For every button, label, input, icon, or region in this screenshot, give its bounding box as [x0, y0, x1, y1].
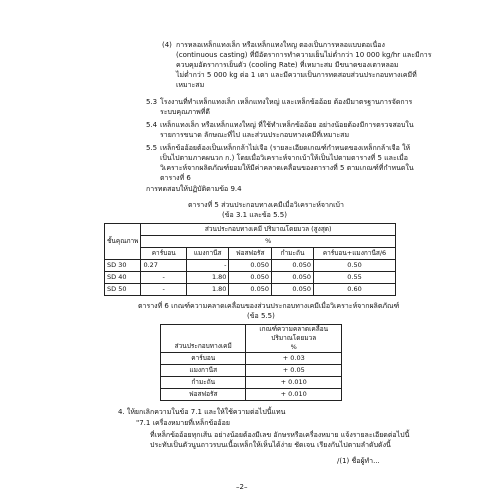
section-4-line: ที่เหล็กข้ออ้อยทุกเส้น อย่างน้อยต้องมีเลข อักษรหรือเครื่องหมาย แจ้งรายละเอียดต่อไปนี้	[150, 431, 410, 439]
tolerance-cell: + 0.010	[246, 389, 342, 401]
table-row	[161, 365, 342, 377]
value-cell: -	[141, 284, 186, 296]
table-row	[105, 272, 396, 284]
value-cell: 0.050	[229, 260, 272, 272]
table-5	[104, 223, 396, 296]
page-number: –2–	[236, 483, 248, 491]
table-row	[161, 389, 342, 401]
value-cell: 0.050	[272, 272, 314, 284]
element-header: ส่วนประกอบทางเคมี	[161, 325, 246, 353]
element-cell: คาร์บอน	[161, 353, 246, 365]
test-reference: การทดสอบให้ปฏิบัติตามข้อ 9.4	[146, 185, 242, 193]
continued-note: /(1) ชื่อผู้ทำ...	[337, 457, 380, 465]
item-4-number: (4)	[162, 41, 172, 49]
value-cell: 0.050	[272, 260, 314, 272]
value-cell: 0.50	[314, 260, 396, 272]
tolerance-header-line: เกณฑ์ความคลาดเคลื่อน	[259, 325, 329, 333]
column-header: แมงกานีส	[186, 248, 229, 260]
table-row	[161, 353, 342, 365]
value-cell: 0.55	[314, 272, 396, 284]
value-cell: 0.27	[141, 260, 186, 272]
value-cell: 0.050	[229, 272, 272, 284]
table-row	[105, 260, 396, 272]
item-5-5-line: ตารางที่ 6	[160, 174, 191, 182]
item-4-line: ไม่ต่ำกว่า 5 000 kg ต่อ 1 เตา และมีความเป็นการทดสอบส่วนประกอบทางเคมีที่	[176, 71, 417, 79]
item-5-3-number: 5.3	[146, 98, 158, 106]
grade-cell: SD 30	[105, 260, 141, 272]
value-cell: -	[141, 272, 186, 284]
item-4-line: การหลอเหล็กแทงเล็ก หรือเหล็กแทงใหญ ตองเป็นการหลอแบบตอเนื่อง	[176, 41, 385, 49]
item-5-3-line: ระบบคุณภาพที่ดี	[160, 108, 210, 116]
element-cell: แมงกานีส	[161, 365, 246, 377]
tolerance-header-line: ปริมาณโดยมวล	[271, 334, 317, 342]
column-header: กำมะถัน	[272, 248, 314, 260]
grade-cell: SD 50	[105, 284, 141, 296]
section-4-text: 4. ให้ยกเลิกความในข้อ 7.1 และให้ใช้ความต่อไปนี้แทน	[118, 408, 286, 416]
element-cell: ฟอสฟอรัส	[161, 389, 246, 401]
grade-header: ชั้นคุณภาพ	[105, 224, 141, 260]
table-6-subcaption: (ข้อ 5.5)	[247, 312, 275, 320]
section-4-line: ประทับเป็นตัวนูนถาวรบนเนื้อเหล็กให้เห็นได้ง่าย ชัดเจน เรียงกันไปตามลำดับดังนี้	[150, 441, 391, 449]
value-cell: 0.050	[229, 284, 272, 296]
item-5-5-line: เหล็กข้ออ้อยต้องเป็นเหล็กกล้าไม่เจือ (รายละเอียดเกณฑ์กำหนดของเหล็กกล้าเจือ ให้	[160, 144, 411, 152]
tolerance-header	[246, 325, 342, 353]
value-cell: -	[186, 260, 229, 272]
chemical-composition-header: ส่วนประกอบทางเคมี ปริมาณโดยมวล (สูงสุด)	[141, 224, 396, 236]
item-4-line: เหมาะสม	[176, 81, 205, 89]
tolerance-cell: + 0.05	[246, 365, 342, 377]
value-cell: 1.80	[186, 272, 229, 284]
value-cell: 0.050	[272, 284, 314, 296]
item-5-5-number: 5.5	[146, 144, 158, 152]
value-cell: 0.60	[314, 284, 396, 296]
table-row	[161, 377, 342, 389]
item-5-5-line: เป็นไปตามภาคผนวก ก.) โดยเมื่อวิเคราะห์จากเบ้าให้เป็นไปตามตารางที่ 5 และเมื่อ	[160, 154, 408, 162]
item-5-5-line: วิเคราะห์จากผลิตภัณฑ์ยอมให้มีค่าคลาดเคลื่อนของตารางที่ 5 ตามเกณฑ์ที่กำหนดใน	[160, 164, 414, 172]
value-cell: 1.80	[186, 284, 229, 296]
table-row	[105, 284, 396, 296]
item-5-4-number: 5.4	[146, 121, 158, 129]
tolerance-header-line: %	[290, 343, 297, 351]
table-5-caption: ตารางที่ 5 ส่วนประกอบทางเคมีเมื่อวิเคราะห์จากเบ้า	[188, 201, 344, 209]
section-4-subheading: "7.1 เครื่องหมายที่เหล็กข้ออ้อย	[136, 419, 230, 427]
item-5-4-line: รายการขนาด ลักษณะที่ไป และส่วนประกอบทางเคมีที่เหมาะสม	[160, 131, 350, 139]
column-header: คาร์บอน	[141, 248, 186, 260]
table-6-caption: ตารางที่ 6 เกณฑ์ความคลาดเคลื่อนของส่วนประกอบทางเคมีเมื่อวิเคราะห์จากผลิตภัณฑ์	[138, 302, 400, 310]
item-5-4-line: เหล็กแทงเล็ก หรือเหล็กแทงใหญ่ ที่ใช้ทำเหล็กข้ออ้อย อย่างน้อยต้องมีการตรวจสอบใน	[160, 121, 414, 129]
section-4-body	[150, 430, 409, 450]
column-header: คาร์บอน+แมงกานีส/6	[314, 248, 396, 260]
table-6	[160, 324, 342, 401]
grade-cell: SD 40	[105, 272, 141, 284]
tolerance-cell: + 0.010	[246, 377, 342, 389]
column-header: ฟอสฟอรัส	[229, 248, 272, 260]
item-4-line: (continuous casting) ที่มีอัตราการทำความเย็นไม่ต่ำกว่า 10 000 kg/hr และมีการ	[176, 51, 432, 59]
item-5-3-line: โรงงานที่ทำเหล็กแทงเล็ก เหล็กแทงใหญ่ และเหล็กข้ออ้อย ต้องมีมาตรฐานการจัดการ	[160, 98, 413, 106]
item-4-line: ควบคุมอัตราการเย็นตัว (cooling Rate) ที่เหมาะสม มีขนาดของเตาหลอม	[176, 61, 399, 69]
tolerance-cell: + 0.03	[246, 353, 342, 365]
table-5-subcaption: (ข้อ 3.1 และข้อ 5.5)	[222, 211, 287, 219]
element-cell: กำมะถัน	[161, 377, 246, 389]
unit-header: %	[141, 236, 396, 248]
